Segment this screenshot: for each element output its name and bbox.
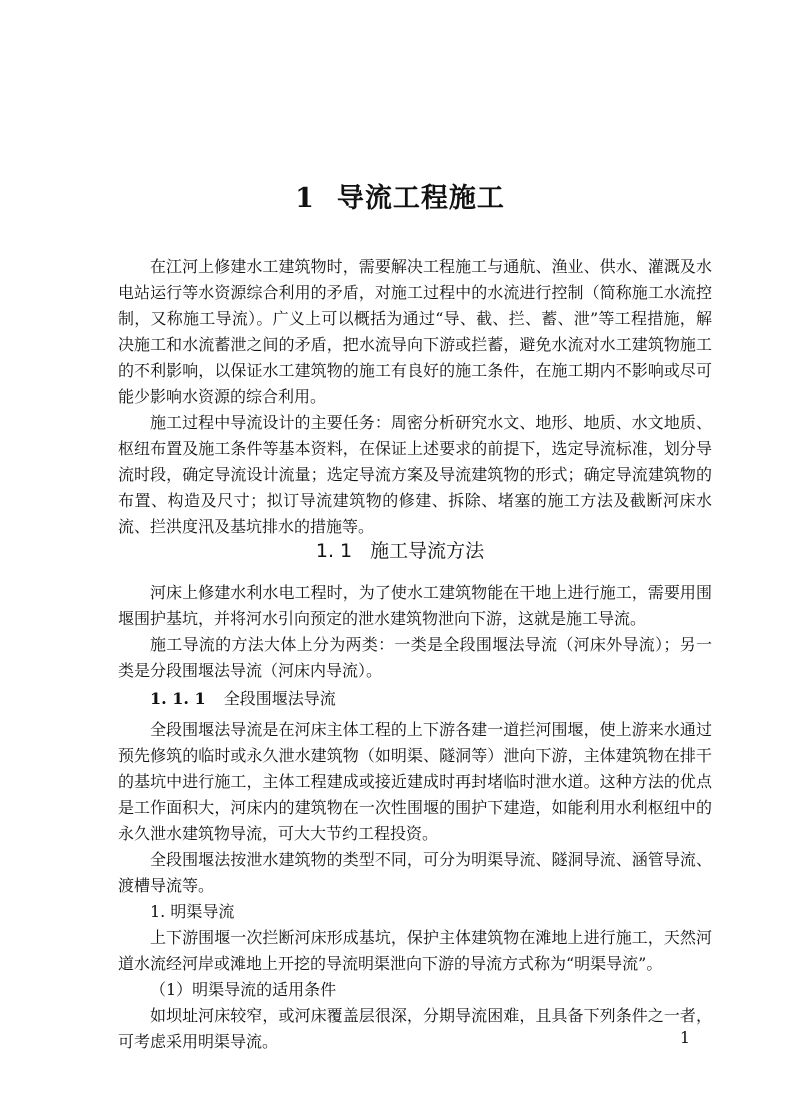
section-number: 1. 1 bbox=[315, 540, 353, 562]
paragraph: 全段围堰法按泄水建筑物的类型不同，可分为明渠导流、隧洞导流、涵管导流、渡槽导流等。 bbox=[118, 850, 712, 895]
list-heading: （1）明渠导流的适用条件 bbox=[150, 980, 337, 999]
subsection-number: 1. 1. 1 bbox=[150, 689, 206, 708]
page-number: 1 bbox=[679, 1028, 690, 1047]
chapter-title bbox=[0, 176, 800, 215]
intro-text bbox=[118, 254, 712, 540]
chapter-number: 1 bbox=[295, 183, 315, 214]
section-title-text: 施工导流方法 bbox=[370, 540, 485, 562]
subsection-title-text: 全段围堰法导流 bbox=[223, 689, 336, 708]
chapter-title-text: 导流工程施工 bbox=[336, 183, 505, 214]
paragraph: 全段围堰法导流是在河床主体工程的上下游各建一道拦河围堰，使上游来水通过预先修筑的临时或永久泄水建筑物（如明渠、隧洞等）泄向下游，主体建筑物在排干的基坑中进行施工，主体工程建成或接近建成时再封堵临时泄水道。这种方法的优点是工作面积大，河床内的建筑物在一次性围堰的围护下建造，如能利用水利枢纽中的永久泄水建筑物导流，可大大节约工程投资。 bbox=[118, 720, 712, 843]
subsection-text bbox=[118, 717, 712, 1055]
paragraph: 河床上修建水利水电工程时，为了使水工建筑物能在干地上进行施工，需要用围堰围护基坑，并将河水引向预定的泄水建筑物泄向下游，这就是施工导流。 bbox=[118, 583, 712, 628]
paragraph: 如坝址河床较窄，或河床覆盖层很深，分期导流困难，且具备下列条件之一者，可考虑采用明渠导流。 bbox=[118, 1006, 712, 1051]
section-title bbox=[0, 536, 800, 563]
paragraph: 在江河上修建水工建筑物时，需要解决工程施工与通航、渔业、供水、灌溉及水电站运行等水资源综合利用的矛盾，对施工过程中的水流进行控制（简称施工水流控制，又称施工导流）。广义上可以概括为通过“导、截、拦、蓄、泄”等工程措施，解决施工和水流蓄泄之间的矛盾，把水流导向下游或拦蓄，避免水流对水工建筑物施工的不利影响，以保证水工建筑物的施工有良好的施工条件，在施工期内不影响或尽可能少影响水资源的综合利用。 bbox=[118, 257, 712, 406]
paragraph: 施工过程中导流设计的主要任务：周密分析研究水文、地形、地质、水文地质、枢纽布置及施工条件等基本资料，在保证上述要求的前提下，选定导流标准，划分导流时段，确定导流设计流量；选定导流方案及导流建筑物的形式；确定导流建筑物的布置、构造及尺寸；拟订导流建筑物的修建、拆除、堵塞的施工方法及截断河床水流、拦洪度汛及基坑排水的措施等。 bbox=[118, 413, 712, 536]
list-heading: 1. 明渠导流 bbox=[150, 902, 235, 921]
section-text bbox=[118, 580, 712, 684]
subsection-title bbox=[150, 686, 336, 709]
paragraph: 施工导流的方法大体上分为两类：一类是全段围堰法导流（河床外导流）；另一类是分段围堰法导流（河床内导流）。 bbox=[118, 635, 712, 680]
paragraph: 上下游围堰一次拦断河床形成基坑，保护主体建筑物在滩地上进行施工，天然河道水流经河岸或滩地上开挖的导流明渠泄向下游的导流方式称为“明渠导流”。 bbox=[118, 928, 712, 973]
